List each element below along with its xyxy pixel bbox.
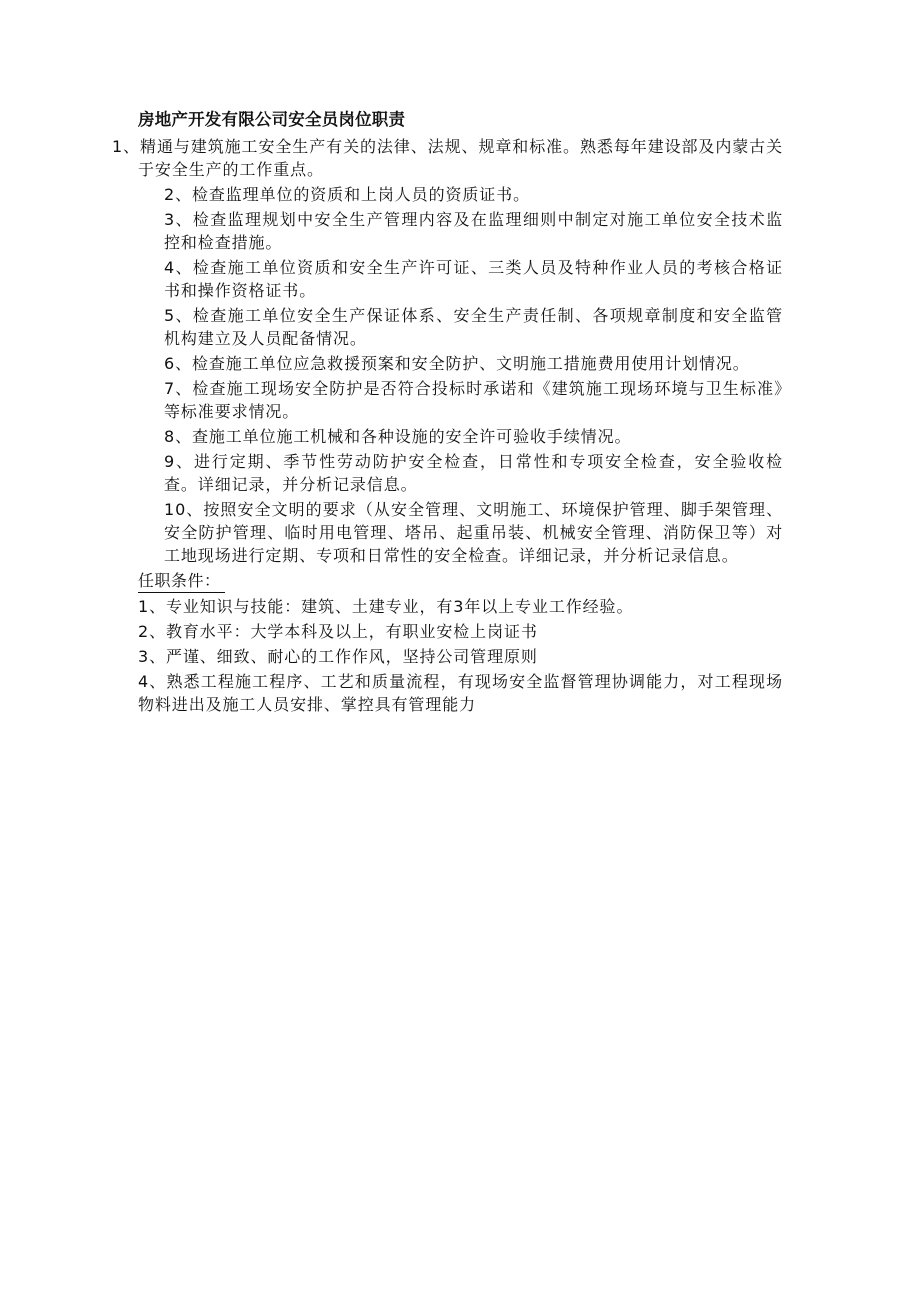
requirement-item-3: 3、严谨、细致、耐心的工作作风，坚持公司管理原则 [138,647,538,666]
duty-item-4: 4、检查施工单位资质和安全生产许可证、三类人员及特种作业人员的考核合格证书和操作资格证书。 [164,258,783,300]
duty-item-9: 9、进行定期、季节性劳动防护安全检查，日常性和专项安全检查，安全验收检查。详细记录，并分析记录信息。 [164,452,783,494]
requirement-item-2: 2、教育水平：大学本科及以上，有职业安检上岗证书 [138,622,538,641]
requirements-heading: 任职条件： [138,570,225,593]
requirement-item-1: 1、专业知识与技能：建筑、土建专业，有3年以上专业工作经验。 [138,597,634,616]
document-title: 房地产开发有限公司安全员岗位职责 [138,110,406,129]
duty-item-1: 1、精通与建筑施工安全生产有关的法律、法规、规章和标准。熟悉每年建设部及内蒙古关于安全生产的工作重点。 [112,137,783,179]
duty-item-7: 7、检查施工现场安全防护是否符合投标时承诺和《建筑施工现场环境与卫生标准》等标准要求情况。 [164,379,783,421]
duty-item-6: 6、检查施工单位应急救援预案和安全防护、文明施工措施费用使用计划情况。 [164,354,750,373]
duty-item-8: 8、查施工单位施工机械和各种设施的安全许可验收手续情况。 [164,427,632,446]
duty-item-3: 3、检查监理规划中安全生产管理内容及在监理细则中制定对施工单位安全技术监控和检查措施。 [164,210,783,252]
duty-item-10: 10、按照安全文明的要求（从安全管理、文明施工、环境保护管理、脚手架管理、安全防护管理、临时用电管理、塔吊、起重吊装、机械安全管理、消防保卫等）对工地现场进行定期、专项和日常性的安全检查。详细记录，并分析记录信息。 [164,500,783,565]
requirement-item-4: 4、熟悉工程施工程序、工艺和质量流程，有现场安全监督管理协调能力，对工程现场物料进出及施工人员安排、掌控具有管理能力 [138,672,783,714]
duty-item-2: 2、检查监理单位的资质和上岗人员的资质证书。 [164,185,530,204]
document-page [112,108,783,718]
duty-item-5: 5、检查施工单位安全生产保证体系、安全生产责任制、各项规章制度和安全监管机构建立及人员配备情况。 [164,306,783,348]
